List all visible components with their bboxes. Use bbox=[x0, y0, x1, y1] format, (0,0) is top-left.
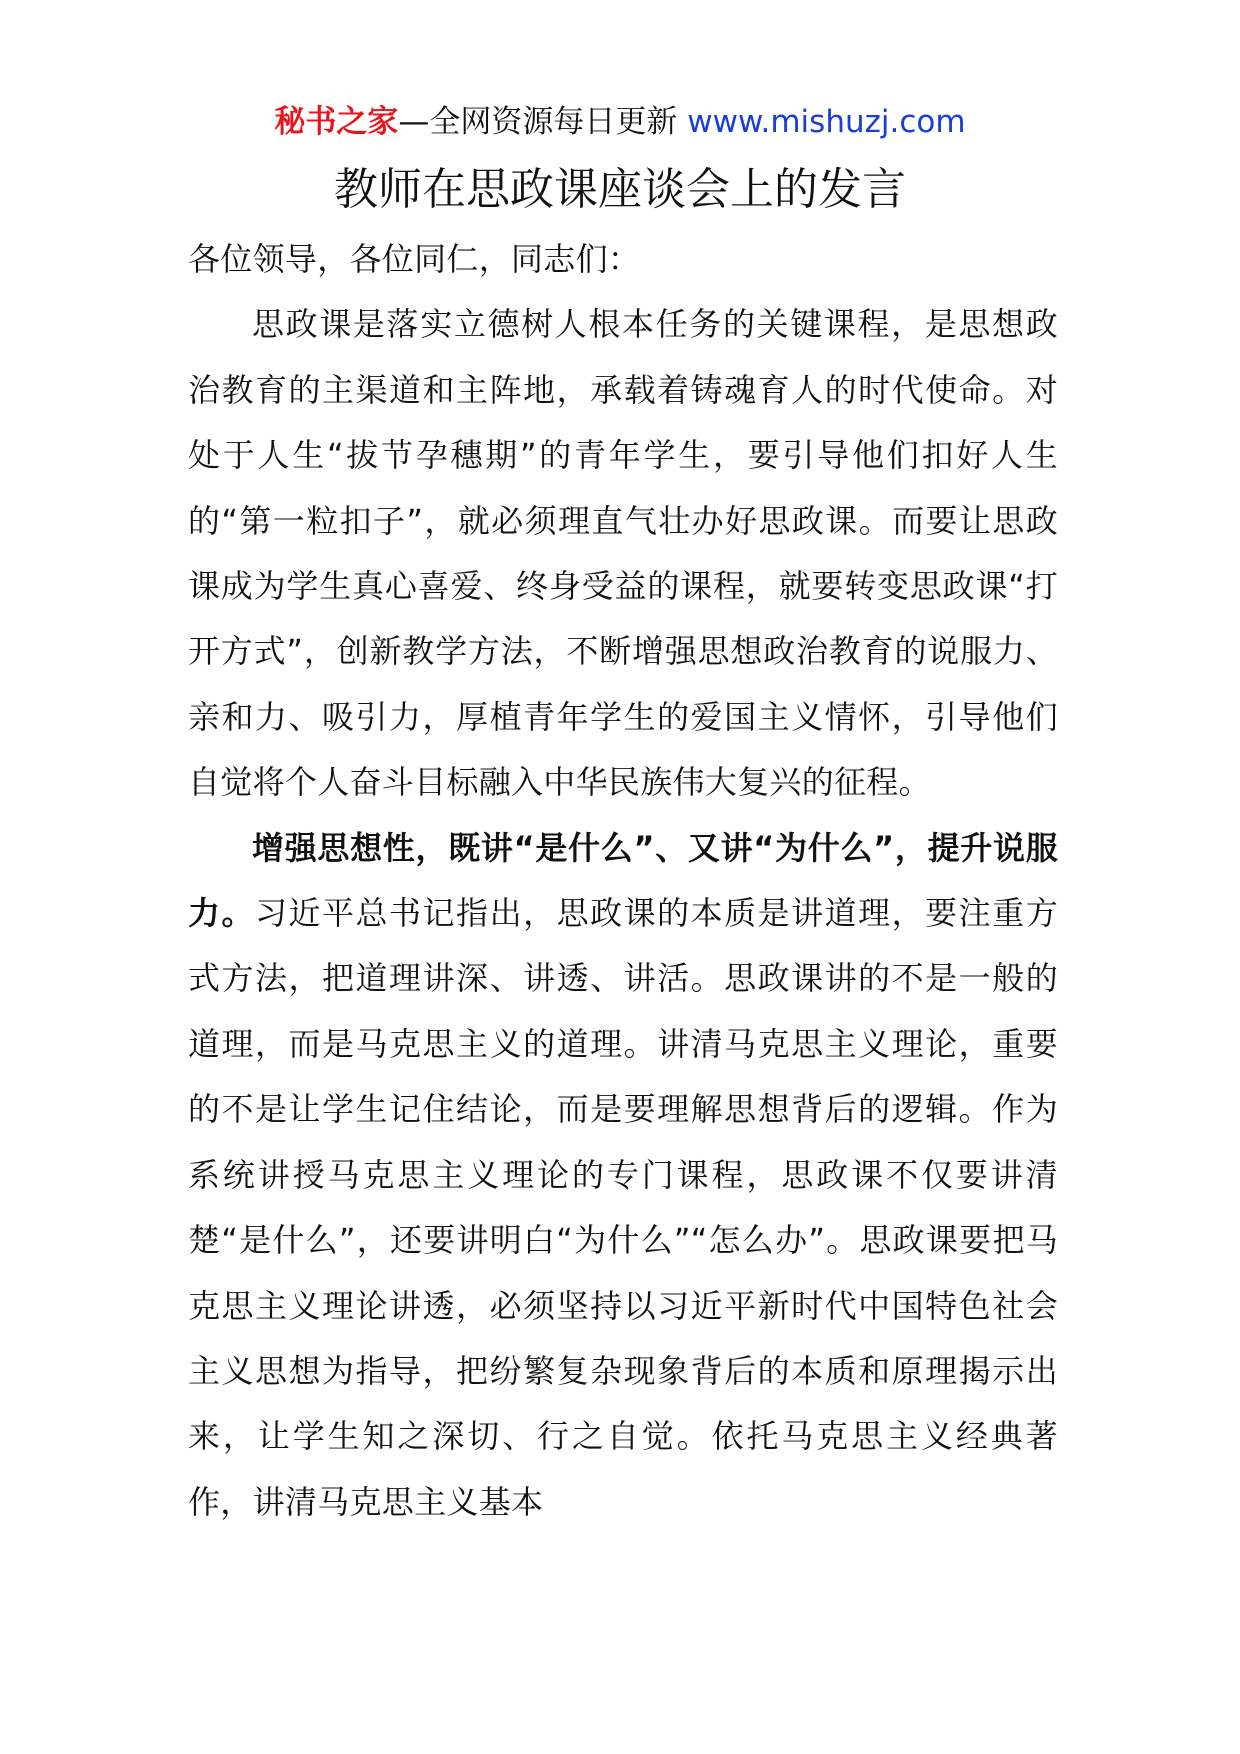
document-body bbox=[188, 227, 1058, 1535]
header-tagline: —全网资源每日更新 bbox=[398, 104, 688, 140]
brand-name: 秘书之家 bbox=[274, 104, 399, 140]
header-url-link[interactable]: www.mishuzj.com bbox=[687, 104, 966, 140]
paragraph-2-lead: 增强思想性，既讲“是什么”、又讲“为什么”，提升说服力。 bbox=[188, 828, 1058, 933]
paragraph-2 bbox=[188, 816, 1058, 1535]
paragraph-1 bbox=[188, 292, 1058, 815]
salutation: 各位领导，各位同仁，同志们： bbox=[188, 240, 641, 278]
document-title: 教师在思政课座谈会上的发言 bbox=[334, 164, 906, 215]
paragraph-2-text: 习近平总书记指出，思政课的本质是讲道理，要注重方式方法，把道理讲深、讲透、讲活。思政课讲的不是一般的道理，而是马克思主义的道理。讲清马克思主义理论，重要的不是让学生记住结论，而是要理解思想背后的逻辑。作为系统讲授马克思主义理论的专门课程，思政课不仅要讲清楚“是什么”，还要讲明白“为什么”“怎么办”。思政课要把马克思主义理论讲透，必须坚持以习近平新时代中国特色社会主义思想为指导，把纷繁复杂现象背后的本质和原理揭示出来，让学生知之深切、行之自觉。依托马克思主义经典著作，讲清马克思主义基本 bbox=[188, 894, 1058, 1521]
paragraph-1-text: 思政课是落实立德树人根本任务的关键课程，是思想政治教育的主渠道和主阵地，承载着铸魂育人的时代使命。对处于人生“拔节孕穗期”的青年学生，要引导他们扣好人生的“第一粒扣子”，就必须理直气壮办好思政课。而要让思政课成为学生真心喜爱、终身受益的课程，就要转变思政课“打开方式”，创新教学方法，不断增强思想政治教育的说服力、亲和力、吸引力，厚植青年学生的爱国主义情怀，引导他们自觉将个人奋斗目标融入中华民族伟大复兴的征程。 bbox=[188, 305, 1058, 802]
page-header bbox=[0, 100, 1240, 144]
